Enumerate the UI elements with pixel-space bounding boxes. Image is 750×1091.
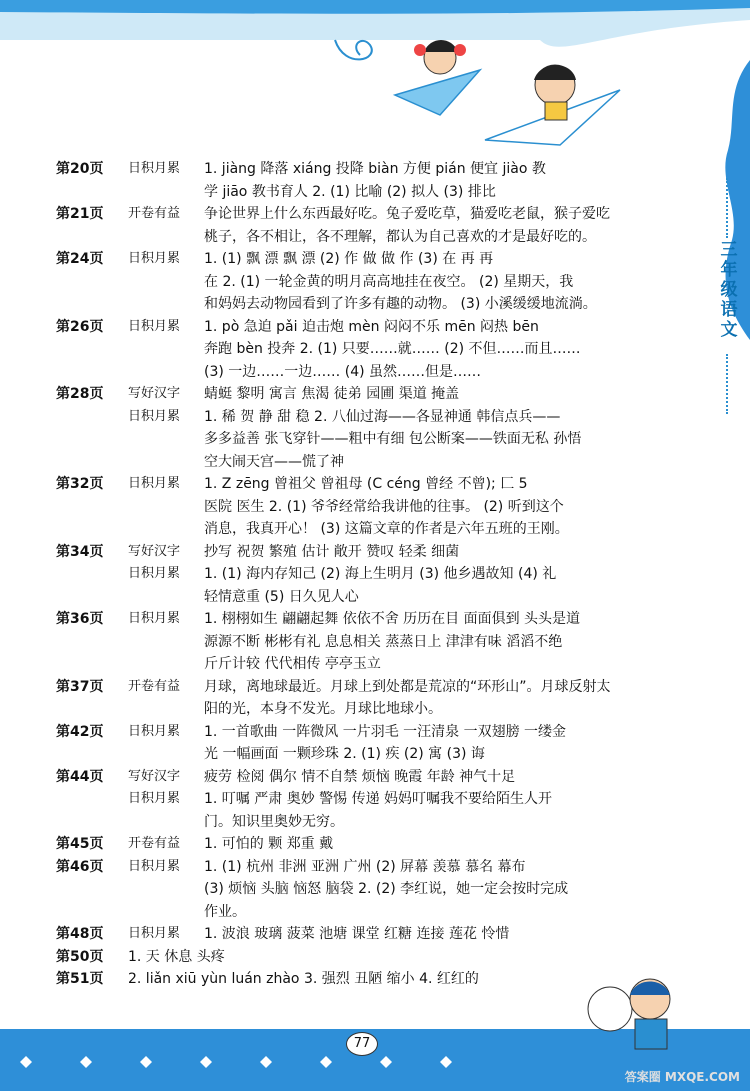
section-category: 开卷有益 <box>128 678 181 694</box>
answer-text: 疲劳 检阅 偶尔 情不自禁 烦恼 晚霞 年龄 神气十足 <box>204 768 516 785</box>
page-label: 第51页 <box>56 971 104 987</box>
section-category: 日积月累 <box>128 318 181 334</box>
answer-body <box>128 946 696 969</box>
section-category <box>128 271 204 294</box>
answer-line <box>128 271 696 294</box>
page-label: 第28页 <box>56 386 104 402</box>
side-title-char: 级 <box>720 280 738 300</box>
answer-body <box>128 158 696 203</box>
answer-line <box>128 811 696 834</box>
answer-entry <box>56 248 696 316</box>
page-label: 第20页 <box>56 161 104 177</box>
answer-line <box>128 338 696 361</box>
answer-line <box>128 856 696 879</box>
page-label: 第36页 <box>56 611 104 627</box>
answer-text: 在 2. (1) 一轮金黄的明月高高地挂在夜空。 (2) 星期天，我 <box>204 273 574 290</box>
answer-line <box>128 226 696 249</box>
side-title-char: 三 <box>720 240 738 260</box>
diamond-pattern-decoration <box>0 1047 500 1077</box>
answer-line <box>128 248 696 271</box>
answer-line <box>128 203 696 226</box>
side-title-char: 语 <box>720 300 738 320</box>
answer-text: 2. liǎn xiū yùn luán zhào 3. 强烈 丑陋 缩小 4. 红红的 <box>128 971 479 987</box>
answer-text: 斤斤计较 代代相传 亭亭玉立 <box>204 656 381 672</box>
answer-body <box>128 541 696 609</box>
section-category <box>128 293 204 316</box>
watermark: 答案圈 MXQE.COM <box>624 1070 740 1084</box>
answer-text: 学 jiāo 教书育人 2. (1) 比喻 (2) 拟人 (3) 排比 <box>204 183 496 200</box>
answer-entry <box>56 473 696 541</box>
answer-line <box>128 878 696 901</box>
answer-text: 光 一幅画面 一颗珍珠 2. (1) 疾 (2) 寓 (3) 诲 <box>204 746 485 762</box>
side-title-char: 年 <box>720 260 738 280</box>
page-label: 第21页 <box>56 206 104 222</box>
answer-entry <box>56 676 696 721</box>
section-category: 日积月累 <box>128 408 181 424</box>
answer-line <box>128 766 696 789</box>
answer-line <box>128 901 696 924</box>
page-label: 第50页 <box>56 948 104 965</box>
answer-body <box>128 203 696 248</box>
answer-text: 争论世界上什么东西最好吃。兔子爱吃草，猫爱吃老鼠，猴子爱吃 <box>204 206 610 222</box>
answer-line <box>128 833 696 856</box>
answer-body <box>128 248 696 316</box>
answer-text: 空大闹天宫——慌了神 <box>204 453 344 470</box>
answer-text: 1. Z zēng 曾祖父 曾祖母 (C céng 曾经 不曾); 匚 5 <box>204 476 528 492</box>
answer-line <box>128 676 696 699</box>
answer-text: 轻情意重 (5) 日久见人心 <box>204 588 359 605</box>
answer-entry <box>56 316 696 384</box>
section-category: 写好汉字 <box>128 386 181 401</box>
section-category: 写好汉字 <box>128 543 181 559</box>
answer-line <box>128 721 696 744</box>
page-label: 第34页 <box>56 543 104 560</box>
section-category <box>128 653 204 676</box>
answer-line <box>128 383 696 406</box>
section-category <box>128 743 204 766</box>
answer-entry <box>56 158 696 203</box>
answer-text: 消息，我真开心！ (3) 这篇文章的作者是六年五班的王刚。 <box>204 521 569 537</box>
page-label: 第46页 <box>56 858 104 875</box>
answer-line <box>128 586 696 609</box>
answer-line <box>128 698 696 721</box>
answer-line <box>128 293 696 316</box>
answer-text: 1. pò 急迫 pǎi 迫击炮 mèn 闷闷不乐 mēn 闷热 bēn <box>204 318 539 335</box>
section-category: 日积月累 <box>128 791 181 806</box>
page-label: 第42页 <box>56 723 104 740</box>
answer-line <box>128 181 696 204</box>
answer-body <box>128 923 696 946</box>
answer-entry <box>56 833 696 856</box>
answer-entry <box>56 856 696 924</box>
answer-entry <box>56 766 696 834</box>
side-dotted-line-top <box>726 178 730 238</box>
section-category: 开卷有益 <box>128 836 181 851</box>
answer-line <box>128 406 696 429</box>
answer-line <box>128 518 696 541</box>
answer-line <box>128 316 696 339</box>
answer-line <box>128 743 696 766</box>
answer-line <box>128 563 696 586</box>
section-category: 写好汉字 <box>128 768 181 784</box>
section-category <box>128 451 204 474</box>
answer-line <box>128 923 696 946</box>
section-category: 日积月累 <box>128 611 181 626</box>
answer-line <box>128 631 696 654</box>
answer-text: 多多益善 张飞穿针——粗中有细 包公断案——铁面无私 孙悟 <box>204 431 582 447</box>
answer-text: 作业。 <box>204 903 246 920</box>
answer-text: 源源不断 彬彬有礼 息息相关 蒸蒸日上 津津有味 滔滔不绝 <box>204 633 563 650</box>
answer-body <box>128 721 696 766</box>
answer-entry <box>56 946 696 969</box>
header-illustration <box>0 0 750 150</box>
answer-line <box>128 496 696 519</box>
section-category <box>128 586 204 609</box>
page-label: 第24页 <box>56 251 104 267</box>
page-number: 77 <box>346 1032 378 1056</box>
answer-text: 蜻蜓 黎明 寓言 焦渴 徒弟 园圃 渠道 掩盖 <box>204 386 460 402</box>
section-category: 日积月累 <box>128 251 181 266</box>
answer-line <box>128 361 696 384</box>
side-title-char: 文 <box>720 320 738 340</box>
section-category: 日积月累 <box>128 566 181 581</box>
answer-entry <box>56 383 696 473</box>
kids-paper-plane-illustration <box>0 0 750 150</box>
section-category <box>128 361 204 384</box>
answer-entry <box>56 608 696 676</box>
grade-subject-vertical-title <box>718 240 740 340</box>
answer-text: 1. 栩栩如生 翩翩起舞 依依不舍 历历在目 面面俱到 头头是道 <box>204 611 581 627</box>
page-label: 第48页 <box>56 926 104 942</box>
answer-text: 1. 叮嘱 严肃 奥妙 警惕 传递 妈妈叮嘱我不要给陌生人开 <box>204 791 553 807</box>
section-category <box>128 698 204 721</box>
answer-text: 月球，离地球最近。月球上到处都是荒凉的“环形山”。月球反射太 <box>204 678 611 695</box>
answer-text: 医院 医生 2. (1) 爷爷经常给我讲他的往事。 (2) 听到这个 <box>204 498 564 515</box>
answer-body <box>128 676 696 721</box>
section-category <box>128 901 204 924</box>
section-category <box>128 518 204 541</box>
answer-body <box>128 473 696 541</box>
answer-text: 1. (1) 杭州 非洲 亚洲 广州 (2) 屏幕 羡慕 慕名 幕布 <box>204 858 526 875</box>
answer-entry <box>56 541 696 609</box>
answer-text: 1. 天 休息 头疼 <box>128 948 225 965</box>
answer-text: 桃子，各不相让，各不理解，都认为自己喜欢的才是最好吃的。 <box>204 228 596 245</box>
page-label: 第44页 <box>56 768 104 785</box>
section-category <box>128 631 204 654</box>
answer-text: 奔跑 bèn 投奔 2. (1) 只要……就…… (2) 不但……而且…… <box>204 341 581 357</box>
answer-line <box>128 788 696 811</box>
page-label: 第45页 <box>56 836 104 852</box>
answer-text: 阳的光，本身不发光。月球比地球小。 <box>204 701 442 717</box>
answer-line <box>128 158 696 181</box>
answer-text: (3) 一边……一边…… (4) 虽然……但是…… <box>204 363 482 380</box>
answer-text: 1. 可怕的 颗 郑重 戴 <box>204 836 334 852</box>
page-label: 第26页 <box>56 318 104 335</box>
answer-body <box>128 856 696 924</box>
answer-body <box>128 316 696 384</box>
answer-text: 门。知识里奥妙无穷。 <box>204 813 344 830</box>
answer-body <box>128 608 696 676</box>
answer-text: 1. (1) 海内存知己 (2) 海上生明月 (3) 他乡遇故知 (4) 礼 <box>204 566 557 582</box>
page-label: 第37页 <box>56 678 104 695</box>
section-category <box>128 428 204 451</box>
page-label: 第32页 <box>56 476 104 492</box>
answer-text: 1. jiàng 降落 xiáng 投降 biàn 方便 pián 便宜 jiào 教 <box>204 161 546 177</box>
section-category <box>128 496 204 519</box>
answer-text: 1. 一首歌曲 一阵微风 一片羽毛 一汪清泉 一双翅膀 一缕金 <box>204 723 567 740</box>
section-category: 日积月累 <box>128 926 181 941</box>
answer-line <box>128 541 696 564</box>
section-category <box>128 338 204 361</box>
section-category <box>128 878 204 901</box>
answer-line <box>128 473 696 496</box>
answer-text: 1. 稀 贺 静 甜 稳 2. 八仙过海——各显神通 韩信点兵—— <box>204 408 561 425</box>
answer-text: 和妈妈去动物园看到了许多有趣的动物。 (3) 小溪缓缓地流淌。 <box>204 296 597 312</box>
answer-text: 1. (1) 飘 漂 飘 漂 (2) 作 做 做 作 (3) 在 再 再 <box>204 251 494 267</box>
section-category: 日积月累 <box>128 723 181 739</box>
section-category: 日积月累 <box>128 476 181 491</box>
section-category: 日积月累 <box>128 858 181 874</box>
answer-body <box>128 383 696 473</box>
answer-line <box>128 608 696 631</box>
answer-text: 1. 波浪 玻璃 菠菜 池塘 课堂 红糖 连接 莲花 怜惜 <box>204 926 510 942</box>
answer-line <box>128 428 696 451</box>
answer-entry <box>56 923 696 946</box>
section-category <box>128 811 204 834</box>
section-category: 日积月累 <box>128 161 181 176</box>
section-category: 开卷有益 <box>128 206 181 221</box>
answer-text: 抄写 祝贺 繁殖 估计 敞开 赞叹 轻柔 细菌 <box>204 543 460 560</box>
answer-line <box>128 451 696 474</box>
answer-key-list <box>56 158 696 991</box>
answer-entry <box>56 721 696 766</box>
answer-line <box>128 653 696 676</box>
section-category <box>128 181 204 204</box>
answer-text: (3) 烦恼 头脑 恼怒 脑袋 2. (2) 李红说，她一定会按时完成 <box>204 881 569 897</box>
answer-line <box>128 946 696 969</box>
answer-entry <box>56 203 696 248</box>
answer-body <box>128 833 696 856</box>
side-dotted-line-bottom <box>726 354 730 414</box>
section-category <box>128 226 204 249</box>
answer-body <box>128 766 696 834</box>
